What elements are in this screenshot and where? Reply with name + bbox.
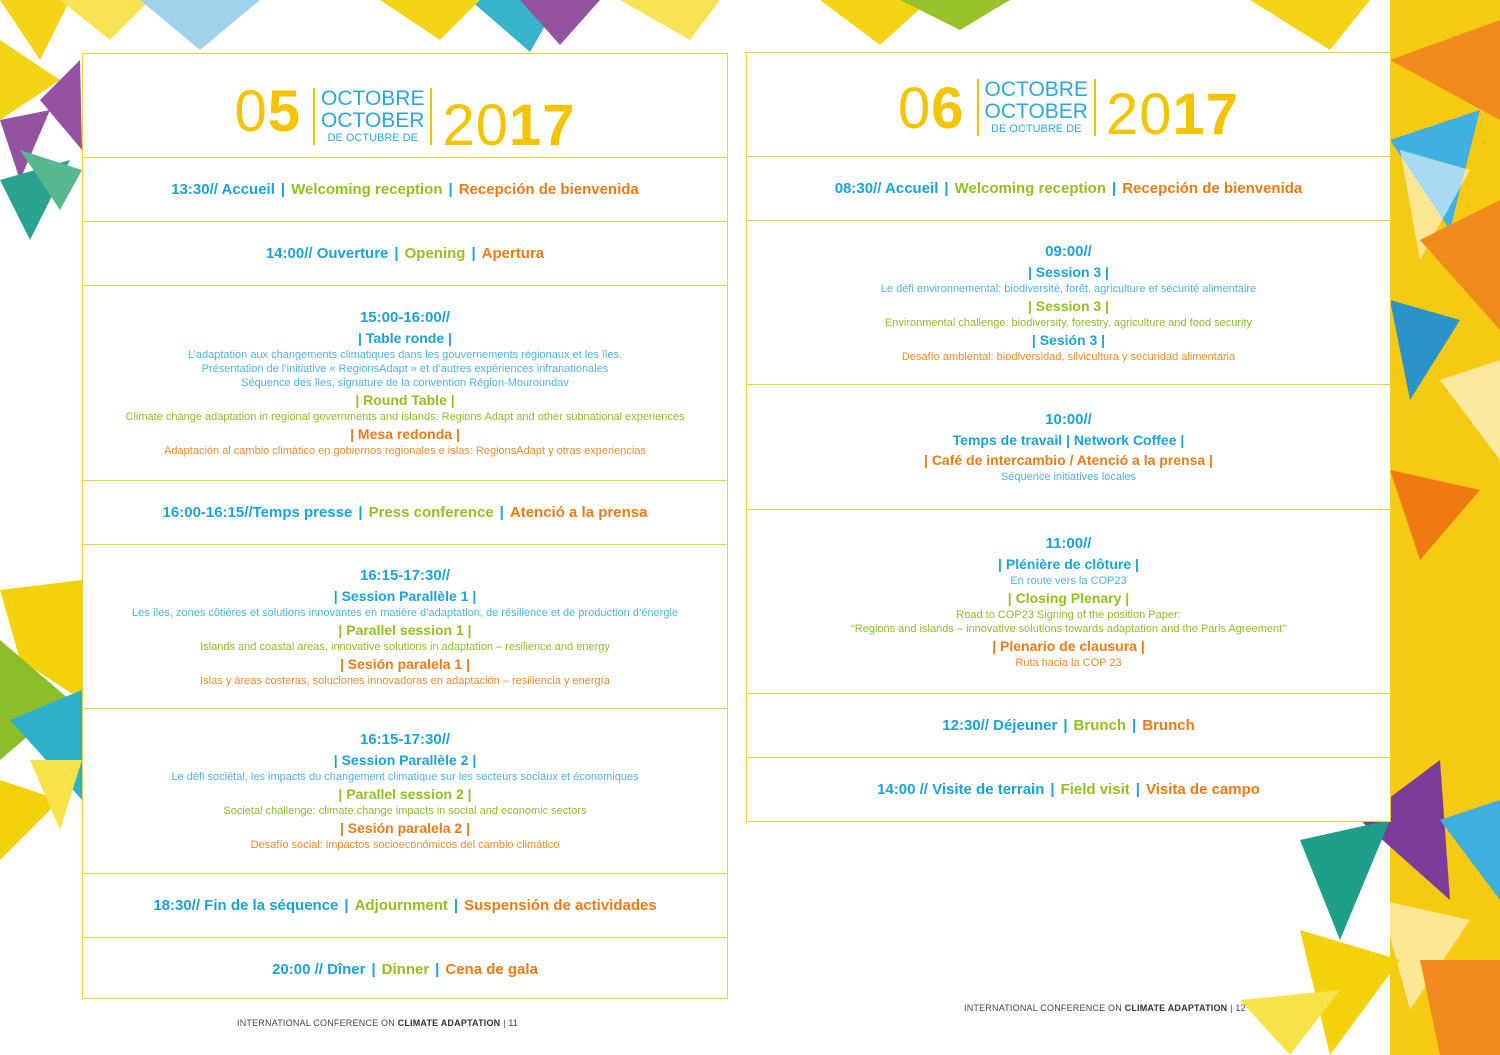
schedule-item bbox=[83, 286, 727, 481]
schedule-text: Recepción de bienvenida bbox=[1122, 179, 1303, 197]
session-title: | Mesa redonda | bbox=[350, 426, 460, 442]
day-number bbox=[234, 79, 302, 144]
session-description: Road to COP23 Signing of the position Paper: bbox=[956, 608, 1181, 621]
schedule-item bbox=[83, 158, 727, 222]
session-description: Séquence des îles, signature de la convention Région-Mouroundav bbox=[241, 377, 569, 389]
schedule-item-line bbox=[877, 780, 1260, 800]
schedule-item-line bbox=[835, 179, 1303, 199]
schedule-rows bbox=[747, 157, 1390, 822]
schedule-text: Brunch bbox=[1073, 716, 1127, 734]
schedule-item bbox=[747, 510, 1390, 694]
session-description: Le défi sociétal, les impacts du changement climatique sur les secteurs sociaux et économiques bbox=[171, 771, 639, 783]
schedule-text: Welcoming reception bbox=[954, 179, 1107, 197]
separator: | bbox=[280, 180, 286, 198]
schedule-text: 12:30// Déjeuner bbox=[942, 716, 1058, 734]
schedule-panel-day-6 bbox=[746, 52, 1391, 822]
day-prefix: 0 bbox=[897, 76, 932, 141]
schedule-time: 16:15-17:30// bbox=[359, 731, 451, 748]
year-prefix: 20 bbox=[442, 93, 509, 158]
schedule-panel-day-5 bbox=[82, 53, 728, 999]
session-title: | Plenario de clausura | bbox=[992, 637, 1145, 654]
schedule-text: 18:30// Fin de la séquence bbox=[153, 896, 339, 914]
schedule-text: Adjournment bbox=[354, 896, 448, 914]
month-fr: OCTOBRE bbox=[321, 87, 425, 110]
leaf-cluster-top-center bbox=[380, 0, 1370, 52]
separator: | bbox=[1050, 781, 1055, 798]
schedule-text: Opening bbox=[404, 244, 466, 262]
schedule-item bbox=[83, 481, 727, 545]
month-block bbox=[977, 79, 1096, 136]
schedule-item bbox=[83, 222, 727, 286]
session-description: Societal challenge: climate change impacts in social and economic sectors bbox=[223, 805, 587, 817]
session-description: Séquence initiatives locales bbox=[1000, 471, 1137, 483]
page-footer-left bbox=[237, 1018, 518, 1028]
session-title: | Sesión paralela 2 | bbox=[339, 820, 470, 836]
separator: | bbox=[453, 896, 459, 914]
day-prefix: 0 bbox=[234, 79, 268, 144]
schedule-time: 10:00// bbox=[1045, 411, 1092, 428]
year-main: 17 bbox=[1172, 82, 1240, 147]
separator: | bbox=[471, 244, 476, 262]
day-number bbox=[897, 76, 965, 141]
schedule-text: Suspensión de actividades bbox=[464, 896, 657, 914]
session-title: | Plénière de clôture | bbox=[998, 555, 1139, 572]
separator: | bbox=[435, 961, 440, 978]
schedule-text: 13:30// Accueil bbox=[171, 180, 275, 198]
footer-text: INTERNATIONAL CONFERENCE ON bbox=[964, 1003, 1125, 1013]
separator: | bbox=[448, 180, 453, 198]
schedule-time: 15:00-16:00// bbox=[359, 309, 451, 326]
separator: | bbox=[1135, 781, 1140, 798]
leaf-cluster-left bbox=[0, 580, 82, 860]
schedule-item bbox=[747, 758, 1390, 822]
session-title: | Table ronde | bbox=[358, 330, 452, 346]
separator: | bbox=[394, 244, 399, 262]
schedule-item bbox=[747, 221, 1390, 385]
page-number: | 12 bbox=[1227, 1003, 1246, 1013]
schedule-item bbox=[747, 694, 1390, 758]
month-en: OCTOBER bbox=[984, 100, 1088, 123]
separator: | bbox=[358, 503, 363, 521]
schedule-item-line bbox=[272, 960, 538, 980]
session-description: Environmental challenge: biodiversity, forestry, agriculture and food security bbox=[884, 316, 1253, 329]
year-main: 17 bbox=[509, 93, 576, 158]
separator: | bbox=[944, 179, 949, 197]
session-description: Les îles, zones côtières et solutions innovantes en matière d’adaptation, de résilience et de production d’énergie bbox=[131, 606, 679, 619]
separator: | bbox=[1132, 716, 1137, 734]
footer-bold: CLIMATE ADAPTATION bbox=[1124, 1003, 1228, 1013]
page-number: | 11 bbox=[500, 1018, 519, 1028]
schedule-text: Atenció a la prensa bbox=[509, 503, 648, 521]
schedule-text: Cena de gala bbox=[445, 961, 538, 978]
session-description: Présentation de l’initiative « RegionsAdapt » et d’autres expériences infranationales bbox=[201, 363, 609, 375]
schedule-text: 16:00-16:15//Temps presse bbox=[162, 503, 353, 521]
schedule-text: 08:30// Accueil bbox=[834, 179, 939, 197]
session-title: | Sesión 3 | bbox=[1031, 331, 1106, 348]
schedule-time: 11:00// bbox=[1045, 534, 1092, 552]
session-description: En route vers la COP23 bbox=[1010, 574, 1127, 587]
schedule-item-line bbox=[163, 503, 648, 523]
month-en: OCTOBER bbox=[321, 109, 425, 132]
schedule-text: Recepción de bienvenida bbox=[458, 180, 639, 198]
schedule-time: 16:15-17:30// bbox=[359, 566, 451, 584]
schedule-item-line bbox=[171, 180, 639, 200]
session-title: | Session 3 | bbox=[1028, 297, 1109, 314]
session-title: | Round Table | bbox=[355, 392, 455, 408]
session-description: Islands and coastal areas, innovative solutions in adaptation – resilience and energy bbox=[200, 640, 610, 653]
schedule-item-line bbox=[942, 716, 1194, 736]
schedule-text: Apertura bbox=[481, 244, 545, 262]
day-main: 6 bbox=[931, 76, 965, 141]
schedule-rows bbox=[83, 158, 727, 1002]
schedule-text: Press conference bbox=[368, 503, 494, 521]
separator: | bbox=[344, 896, 349, 914]
schedule-item bbox=[83, 874, 727, 938]
session-title: | Café de intercambio / Atenció a la prensa | bbox=[924, 452, 1213, 468]
page-footer-right bbox=[964, 1003, 1246, 1013]
schedule-text: Welcoming reception bbox=[291, 180, 443, 198]
schedule-item bbox=[83, 938, 727, 1002]
schedule-item-line bbox=[266, 244, 544, 264]
schedule-text: Field visit bbox=[1060, 781, 1130, 798]
schedule-item bbox=[83, 545, 727, 709]
separator: | bbox=[1112, 179, 1117, 197]
session-title: | Parallel session 1 | bbox=[338, 621, 472, 638]
date-header bbox=[83, 54, 727, 158]
schedule-item bbox=[83, 709, 727, 874]
separator: | bbox=[371, 961, 376, 978]
schedule-item-line bbox=[153, 896, 656, 916]
session-title: | Session Parallèle 2 | bbox=[333, 752, 477, 768]
session-description: “Regions and islands – innovative solutions towards adaptation and the Paris Agreement” bbox=[851, 622, 1286, 635]
year-number bbox=[442, 93, 576, 158]
session-description: Desafío ambiental: biodiversidad, silvicultura y securidad alimentaria bbox=[901, 350, 1236, 363]
day-main: 5 bbox=[267, 79, 302, 144]
schedule-text: 14:00// Ouverture bbox=[265, 244, 389, 262]
schedule-text: 14:00 // Visite de terrain bbox=[877, 781, 1045, 798]
session-title: | Session Parallèle 1 | bbox=[333, 587, 477, 604]
session-description: Climate change adaptation in regional governments and islands: Regions Adapt and other subnational experiences bbox=[125, 411, 685, 423]
session-title: | Sesión paralela 1 | bbox=[339, 655, 470, 672]
session-description: L’adaptation aux changements climatiques dans les gouvernements régionaux et les îles. bbox=[187, 349, 623, 361]
month-block bbox=[313, 88, 432, 145]
schedule-time: 09:00// bbox=[1045, 242, 1092, 260]
month-es: DE OCTUBRE DE bbox=[327, 132, 418, 144]
date-header bbox=[747, 53, 1390, 157]
separator: | bbox=[499, 503, 504, 521]
schedule-text: Visita de campo bbox=[1145, 781, 1260, 798]
footer-bold: CLIMATE ADAPTATION bbox=[397, 1018, 501, 1028]
schedule-text: 20:00 // Dîner bbox=[272, 961, 366, 978]
session-description: Ruta hacia la COP 23 bbox=[1015, 656, 1122, 669]
date-heading bbox=[83, 79, 727, 158]
year-prefix: 20 bbox=[1105, 82, 1173, 147]
session-description: Islas y áreas costeras, soluciones innovadoras en adaptación – resiliencia y energía bbox=[200, 674, 610, 687]
year-number bbox=[1105, 82, 1240, 147]
schedule-item bbox=[747, 157, 1390, 221]
session-title: | Session 3 | bbox=[1028, 263, 1109, 280]
date-heading bbox=[747, 76, 1390, 147]
session-title: | Parallel session 2 | bbox=[338, 786, 472, 802]
schedule-text: Dinner bbox=[381, 961, 430, 978]
session-description: Adaptación al cambio climático en gobiernos regionales e islas: RegionsAdapt y otras experiencias bbox=[164, 445, 646, 457]
session-description: Le défi environnemental: biodiversité, forêt, agriculture et sécurité alimentaire bbox=[880, 282, 1257, 295]
footer-text: INTERNATIONAL CONFERENCE ON bbox=[237, 1018, 398, 1028]
session-title: | Closing Plenary | bbox=[1007, 589, 1130, 606]
schedule-text: Brunch bbox=[1142, 716, 1195, 734]
month-es: DE OCTUBRE DE bbox=[991, 123, 1082, 135]
session-title: Temps de travail | Network Coffee | bbox=[952, 432, 1185, 448]
session-description: Desafío social: impactos socioeconómicos del cambio climático bbox=[250, 839, 560, 851]
schedule-item bbox=[747, 385, 1390, 510]
month-fr: OCTOBRE bbox=[984, 78, 1088, 101]
separator: | bbox=[1063, 716, 1068, 734]
